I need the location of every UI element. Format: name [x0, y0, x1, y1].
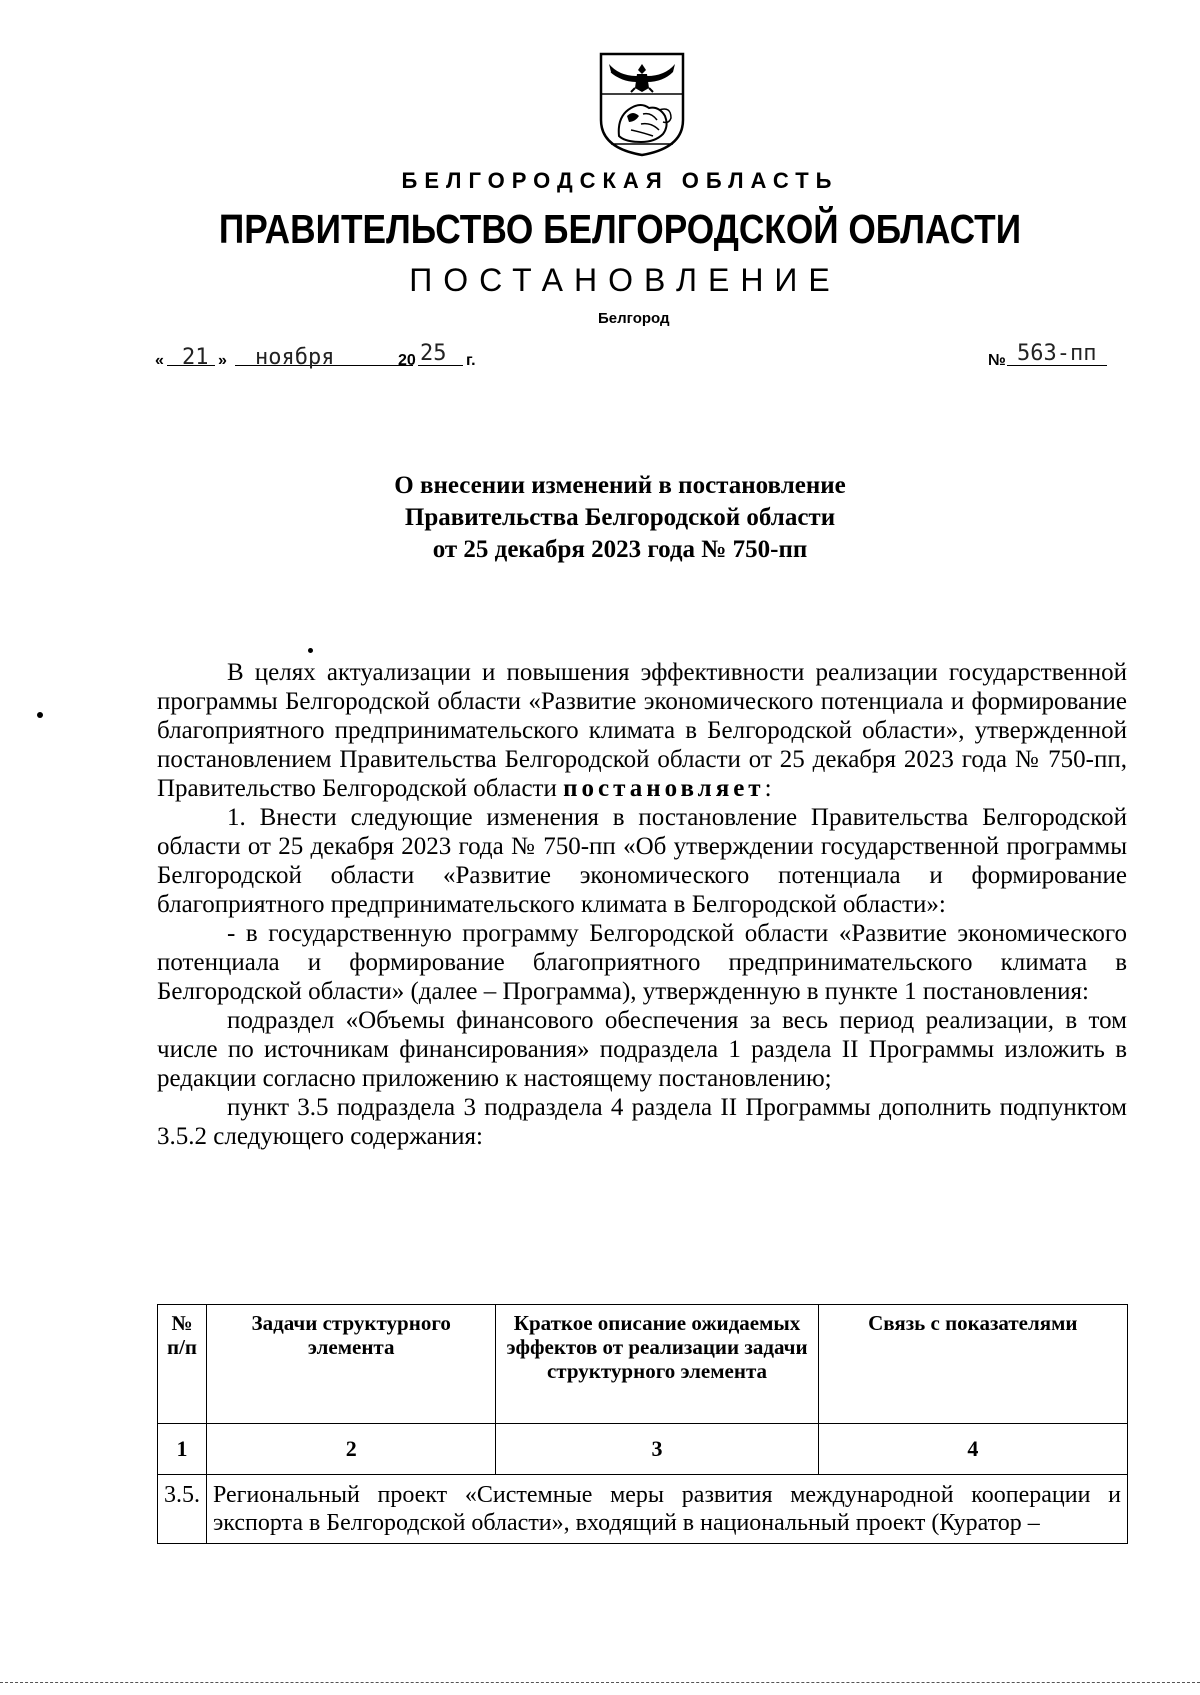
structural-elements-table [157, 1304, 1128, 1544]
subject-line-2: Правительства Белгородской области [404, 504, 836, 531]
scan-speck [37, 712, 43, 718]
paragraph-financing: подраздел «Объемы финансового обеспечения за весь период реализации, в том числе по источникам финансирования» подраздела 1 раздела II Программы изложить в редакции согласно приложению к настоящему постановлению; [157, 1007, 1127, 1092]
date-number-line [155, 334, 1115, 370]
decree-number: 563-пп [1017, 341, 1097, 366]
column-number: 2 [207, 1424, 496, 1475]
decree-body [157, 658, 1127, 1151]
preamble-text: В целях актуализации и повышения эффективности реализации государственной программы Белгородской области «Развитие экономического потенциала и формирование благоприятного предпринимательского климата в Белгородской области», утвержденной постановлением Правительства Белгородской области от 25 декабря 2023 года № 750-пп, Правительство Белгородской области [157, 659, 1127, 802]
government-title: ПРАВИТЕЛЬСТВО БЕЛГОРОДСКОЙ ОБЛАСТИ [218, 206, 1022, 252]
paragraph-preamble [157, 658, 1127, 803]
scan-speck [308, 648, 313, 653]
preamble-colon: : [764, 775, 772, 802]
decree-month: ноября [255, 345, 335, 370]
decree-subject [0, 470, 1200, 566]
header-cell-tasks: Задачи структурного элемента [207, 1305, 496, 1424]
quote-close: » [218, 352, 227, 369]
table-row [158, 1424, 1128, 1475]
header-cell-indicators: Связь с показателями [818, 1305, 1127, 1424]
header-cell-effects: Краткое описание ожидаемых эффектов от реализации задачи структурного элемента [496, 1305, 818, 1424]
column-number: 3 [496, 1424, 818, 1475]
paragraph-program: - в государственную программу Белгородской области «Развитие экономического потенциала и формирование благоприятного предпринимательского климата в Белгородской области» (далее – Программа), утвержденную в пункте 1 постановления: [157, 920, 1127, 1005]
paragraph-item-1: 1. Внести следующие изменения в постановление Правительства Белгородской области от 25 декабря 2023 года № 750-пп «Об утверждении государственной программы Белгородской области «Развитие экономического потенциала и формирование благоприятного предпринимательского климата в Белгородской области»: [157, 804, 1127, 918]
region-name: БЕЛГОРОДСКАЯ ОБЛАСТЬ [401, 168, 839, 193]
paragraph-subclause: пункт 3.5 подраздела 3 подраздела 4 раздела II Программы дополнить подпунктом 3.5.2 следующего содержания: [157, 1094, 1127, 1150]
table-header-row [158, 1305, 1128, 1424]
year-prefix: 20 [398, 352, 416, 369]
column-number: 4 [818, 1424, 1127, 1475]
column-number: 1 [158, 1424, 207, 1475]
year-abbr: г. [466, 352, 476, 369]
coat-of-arms-emblem [597, 50, 687, 158]
city-name: Белгород [598, 310, 670, 327]
header-cell-num: № п/п [158, 1305, 207, 1424]
row-text: Региональный проект «Системные меры развития международной кооперации и экспорта в Белгородской области», входящий в национальный проект (Куратор – [207, 1475, 1128, 1544]
quote-open: « [155, 352, 164, 369]
subject-line-1: О внесении изменений в постановление [394, 472, 846, 499]
decree-day: 21 [182, 345, 209, 370]
number-label: № [988, 352, 1006, 369]
resolve-word: постановляет [563, 775, 765, 802]
subject-line-3: от 25 декабря 2023 года № 750-пп [432, 536, 808, 563]
table-row [158, 1475, 1128, 1544]
decree-year: 25 [420, 341, 447, 366]
document-type: ПОСТАНОВЛЕНИЕ [409, 262, 841, 298]
page-bottom-edge [0, 1682, 1200, 1685]
row-number: 3.5. [158, 1475, 207, 1544]
